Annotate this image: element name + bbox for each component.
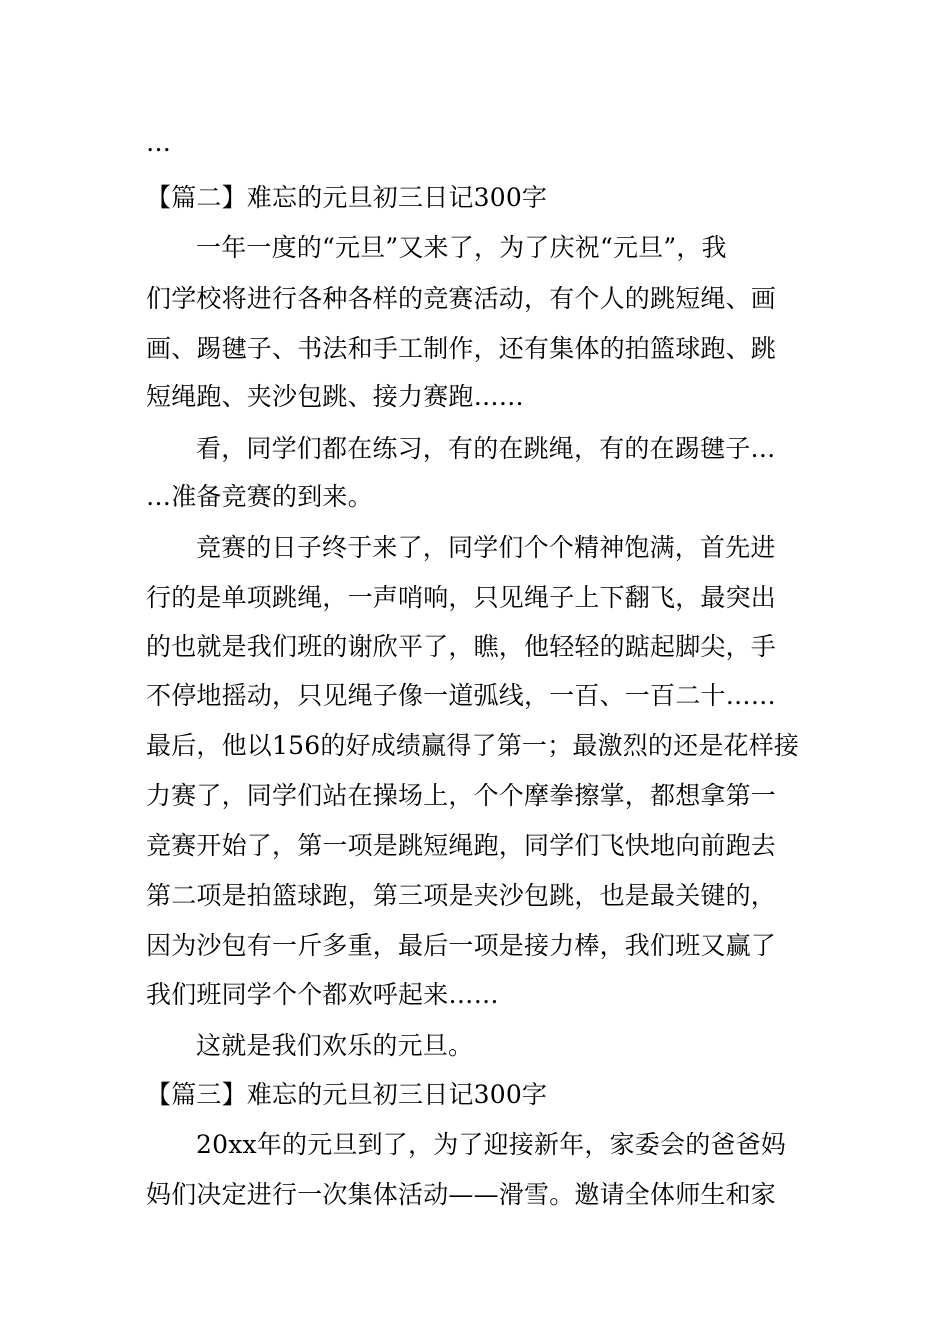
paragraph-line: 我们班同学个个都欢呼起来…… <box>146 980 499 1009</box>
paragraph-line: 最后，他以156的好成绩赢得了第一；最激烈的还是花样接 <box>146 731 800 760</box>
paragraph-line: 看，同学们都在练习，有的在跳绳，有的在踢毽子… <box>196 434 776 463</box>
paragraph-line: 行的是单项跳绳，一声哨响，只见绳子上下翻飞，最突出 <box>146 583 777 612</box>
paragraph-line: 不停地摇动，只见绳子像一道弧线，一百、一百二十…… <box>146 681 777 710</box>
paragraph-line: 因为沙包有一斤多重，最后一项是接力棒，我们班又赢了 <box>146 931 777 960</box>
paragraph-line: …准备竞赛的到来。 <box>146 482 373 511</box>
paragraph-line: 第二项是拍篮球跑，第三项是夹沙包跳，也是最关键的， <box>146 881 777 910</box>
paragraph-line: 画、踢毽子、书法和手工制作，还有集体的拍篮球跑、跳 <box>146 334 777 363</box>
paragraph-line: 们学校将进行各种各样的竞赛活动，有个人的跳短绳、画 <box>146 284 777 313</box>
section-heading-3: 【篇三】难忘的元旦初三日记300字 <box>146 1080 548 1109</box>
paragraph-line: 短绳跑、夹沙包跳、接力赛跑…… <box>146 382 525 411</box>
paragraph-line: 这就是我们欢乐的元旦。 <box>196 1031 474 1060</box>
paragraph-line: 的也就是我们班的谢欣平了，瞧，他轻轻的踮起脚尖，手 <box>146 632 777 661</box>
paragraph-line: 一年一度的“元旦”又来了，为了庆祝“元旦”，我 <box>196 233 727 262</box>
ellipsis-line: … <box>146 128 172 157</box>
section-heading-2: 【篇二】难忘的元旦初三日记300字 <box>146 183 548 212</box>
paragraph-line: 竞赛开始了，第一项是跳短绳跑，同学们飞快地向前跑去 <box>146 831 777 860</box>
paragraph-line: 20xx年的元旦到了，为了迎接新年，家委会的爸爸妈 <box>196 1130 787 1159</box>
paragraph-line: 力赛了，同学们站在操场上，个个摩拳擦掌，都想拿第一 <box>146 781 777 810</box>
paragraph-line: 妈们决定进行一次集体活动——滑雪。邀请全体师生和家 <box>146 1180 777 1209</box>
paragraph-line: 竞赛的日子终于来了，同学们个个精神饱满，首先进 <box>196 533 776 562</box>
